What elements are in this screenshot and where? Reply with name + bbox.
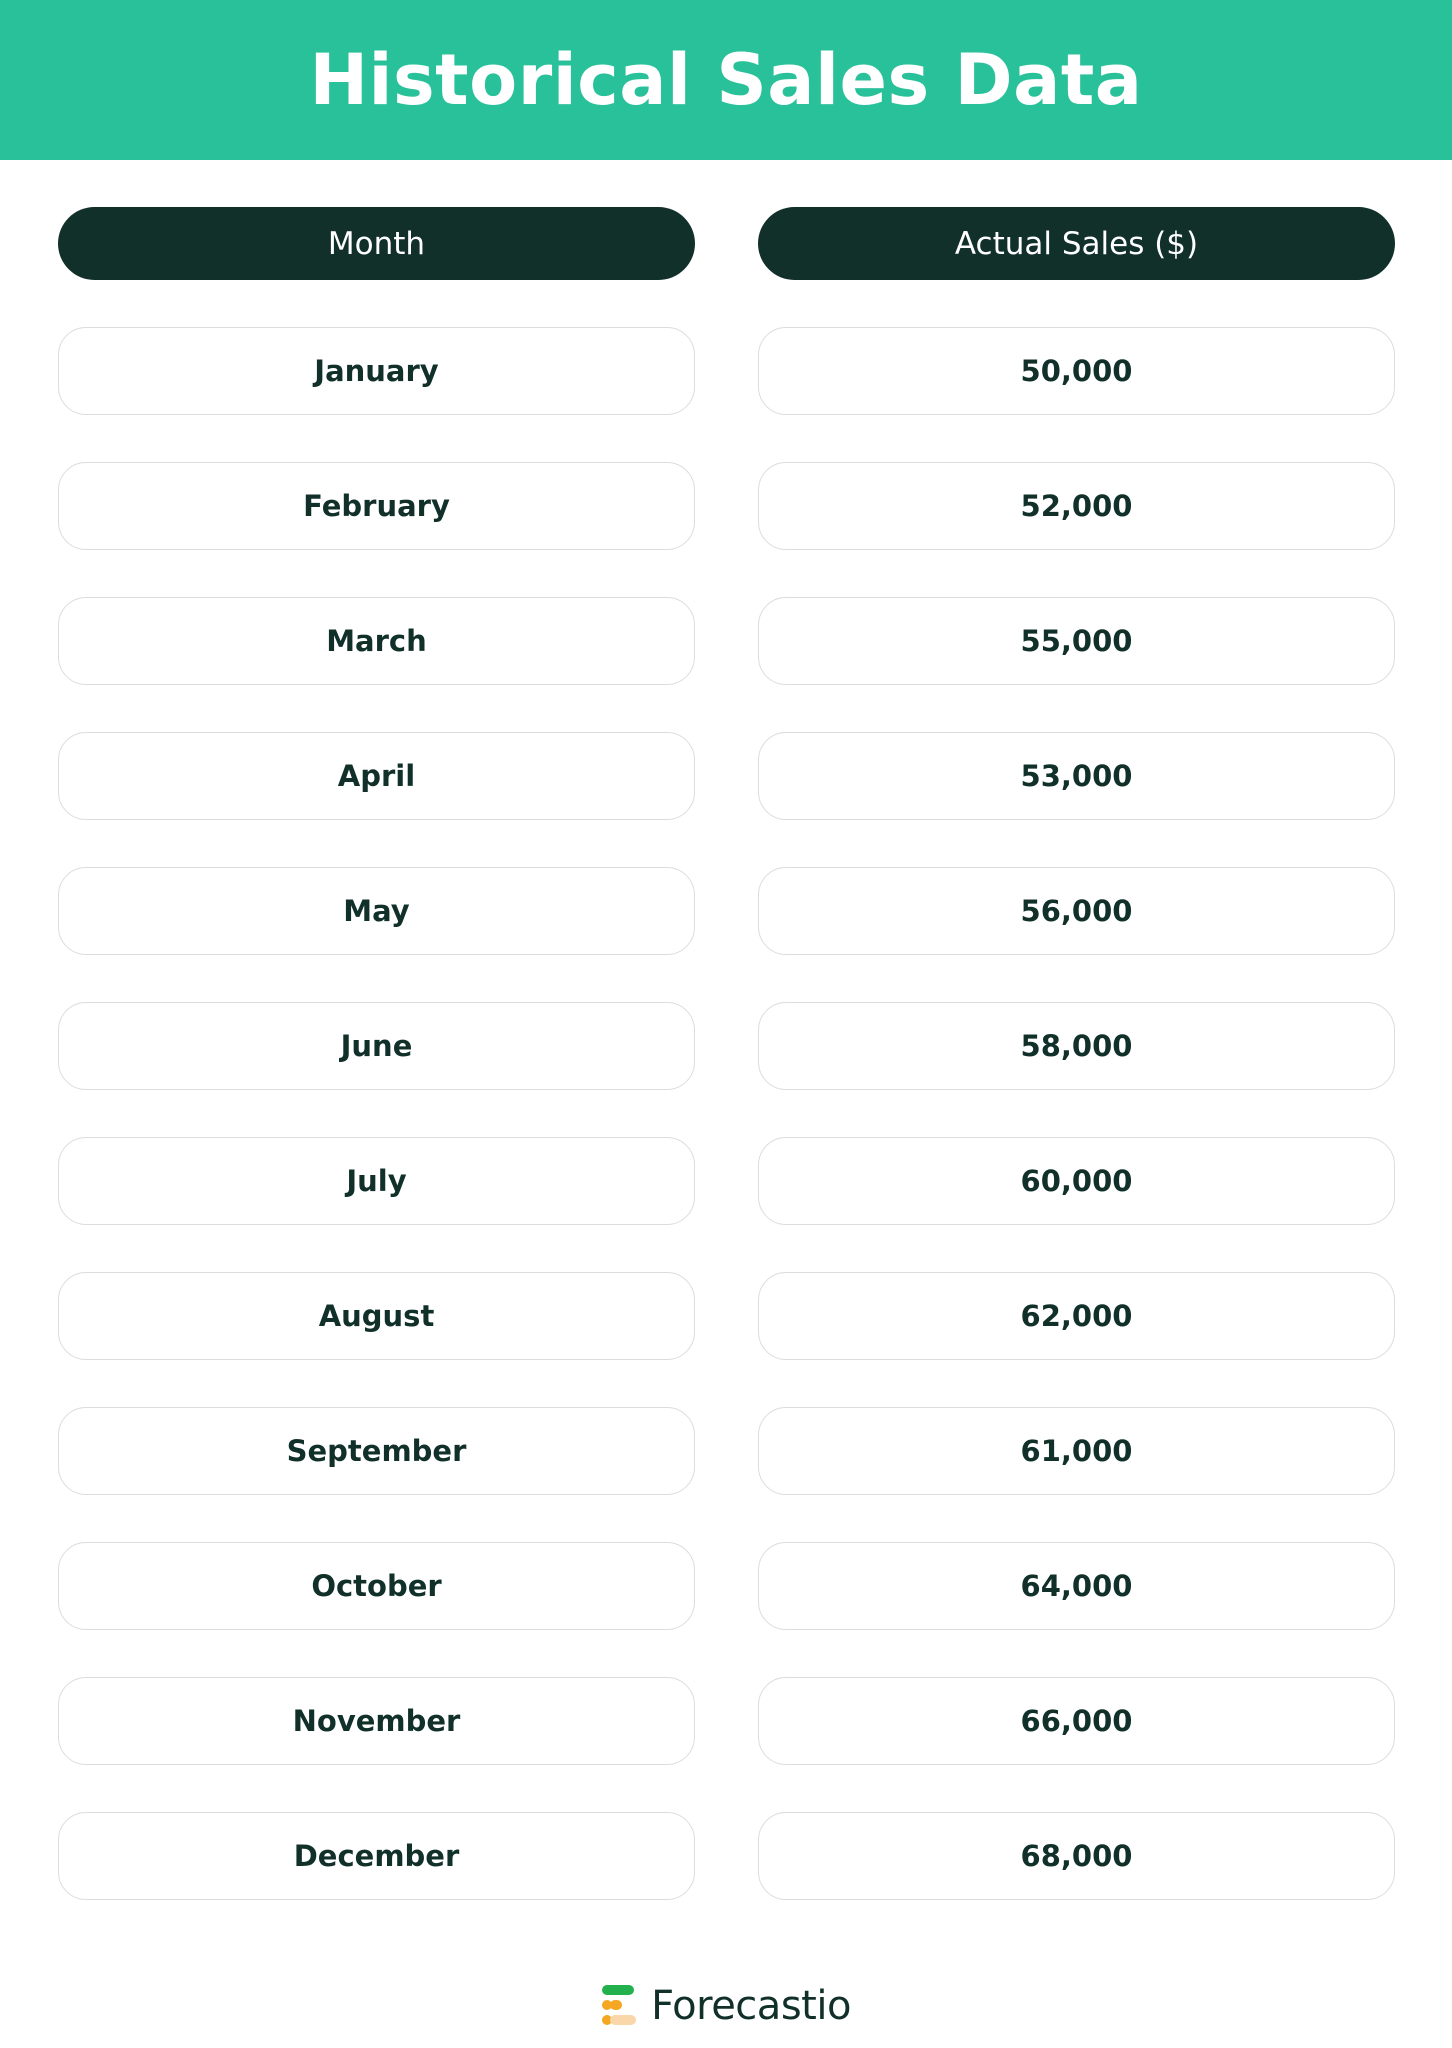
sales-cell: 61,000 [758,1407,1395,1495]
month-cell: March [58,597,695,685]
sales-cell: 58,000 [758,1002,1395,1090]
forecastio-logo-icon [601,1983,637,2029]
sales-cell: 56,000 [758,867,1395,955]
sales-column [758,207,1395,1873]
page-title: Historical Sales Data [309,39,1143,121]
footer [0,1976,1452,2036]
month-cell: August [58,1272,695,1360]
sales-cell: 60,000 [758,1137,1395,1225]
column-header-actual-sales: Actual Sales ($) [758,207,1395,280]
month-cell: July [58,1137,695,1225]
month-cell: September [58,1407,695,1495]
sales-cell: 53,000 [758,732,1395,820]
sales-cell: 52,000 [758,462,1395,550]
month-cell: February [58,462,695,550]
month-cell: May [58,867,695,955]
sales-cell: 50,000 [758,327,1395,415]
header-banner [0,0,1452,160]
sales-cell: 64,000 [758,1542,1395,1630]
month-cell: April [58,732,695,820]
sales-cell: 62,000 [758,1272,1395,1360]
column-header-month: Month [58,207,695,280]
month-cell: June [58,1002,695,1090]
brand-name: Forecastio [651,1983,851,2029]
month-cell: October [58,1542,695,1630]
sales-cell: 68,000 [758,1812,1395,1900]
month-column [58,207,695,1873]
sales-cell: 55,000 [758,597,1395,685]
sales-cell: 66,000 [758,1677,1395,1765]
month-cell: November [58,1677,695,1765]
month-cell: December [58,1812,695,1900]
month-cell: January [58,327,695,415]
